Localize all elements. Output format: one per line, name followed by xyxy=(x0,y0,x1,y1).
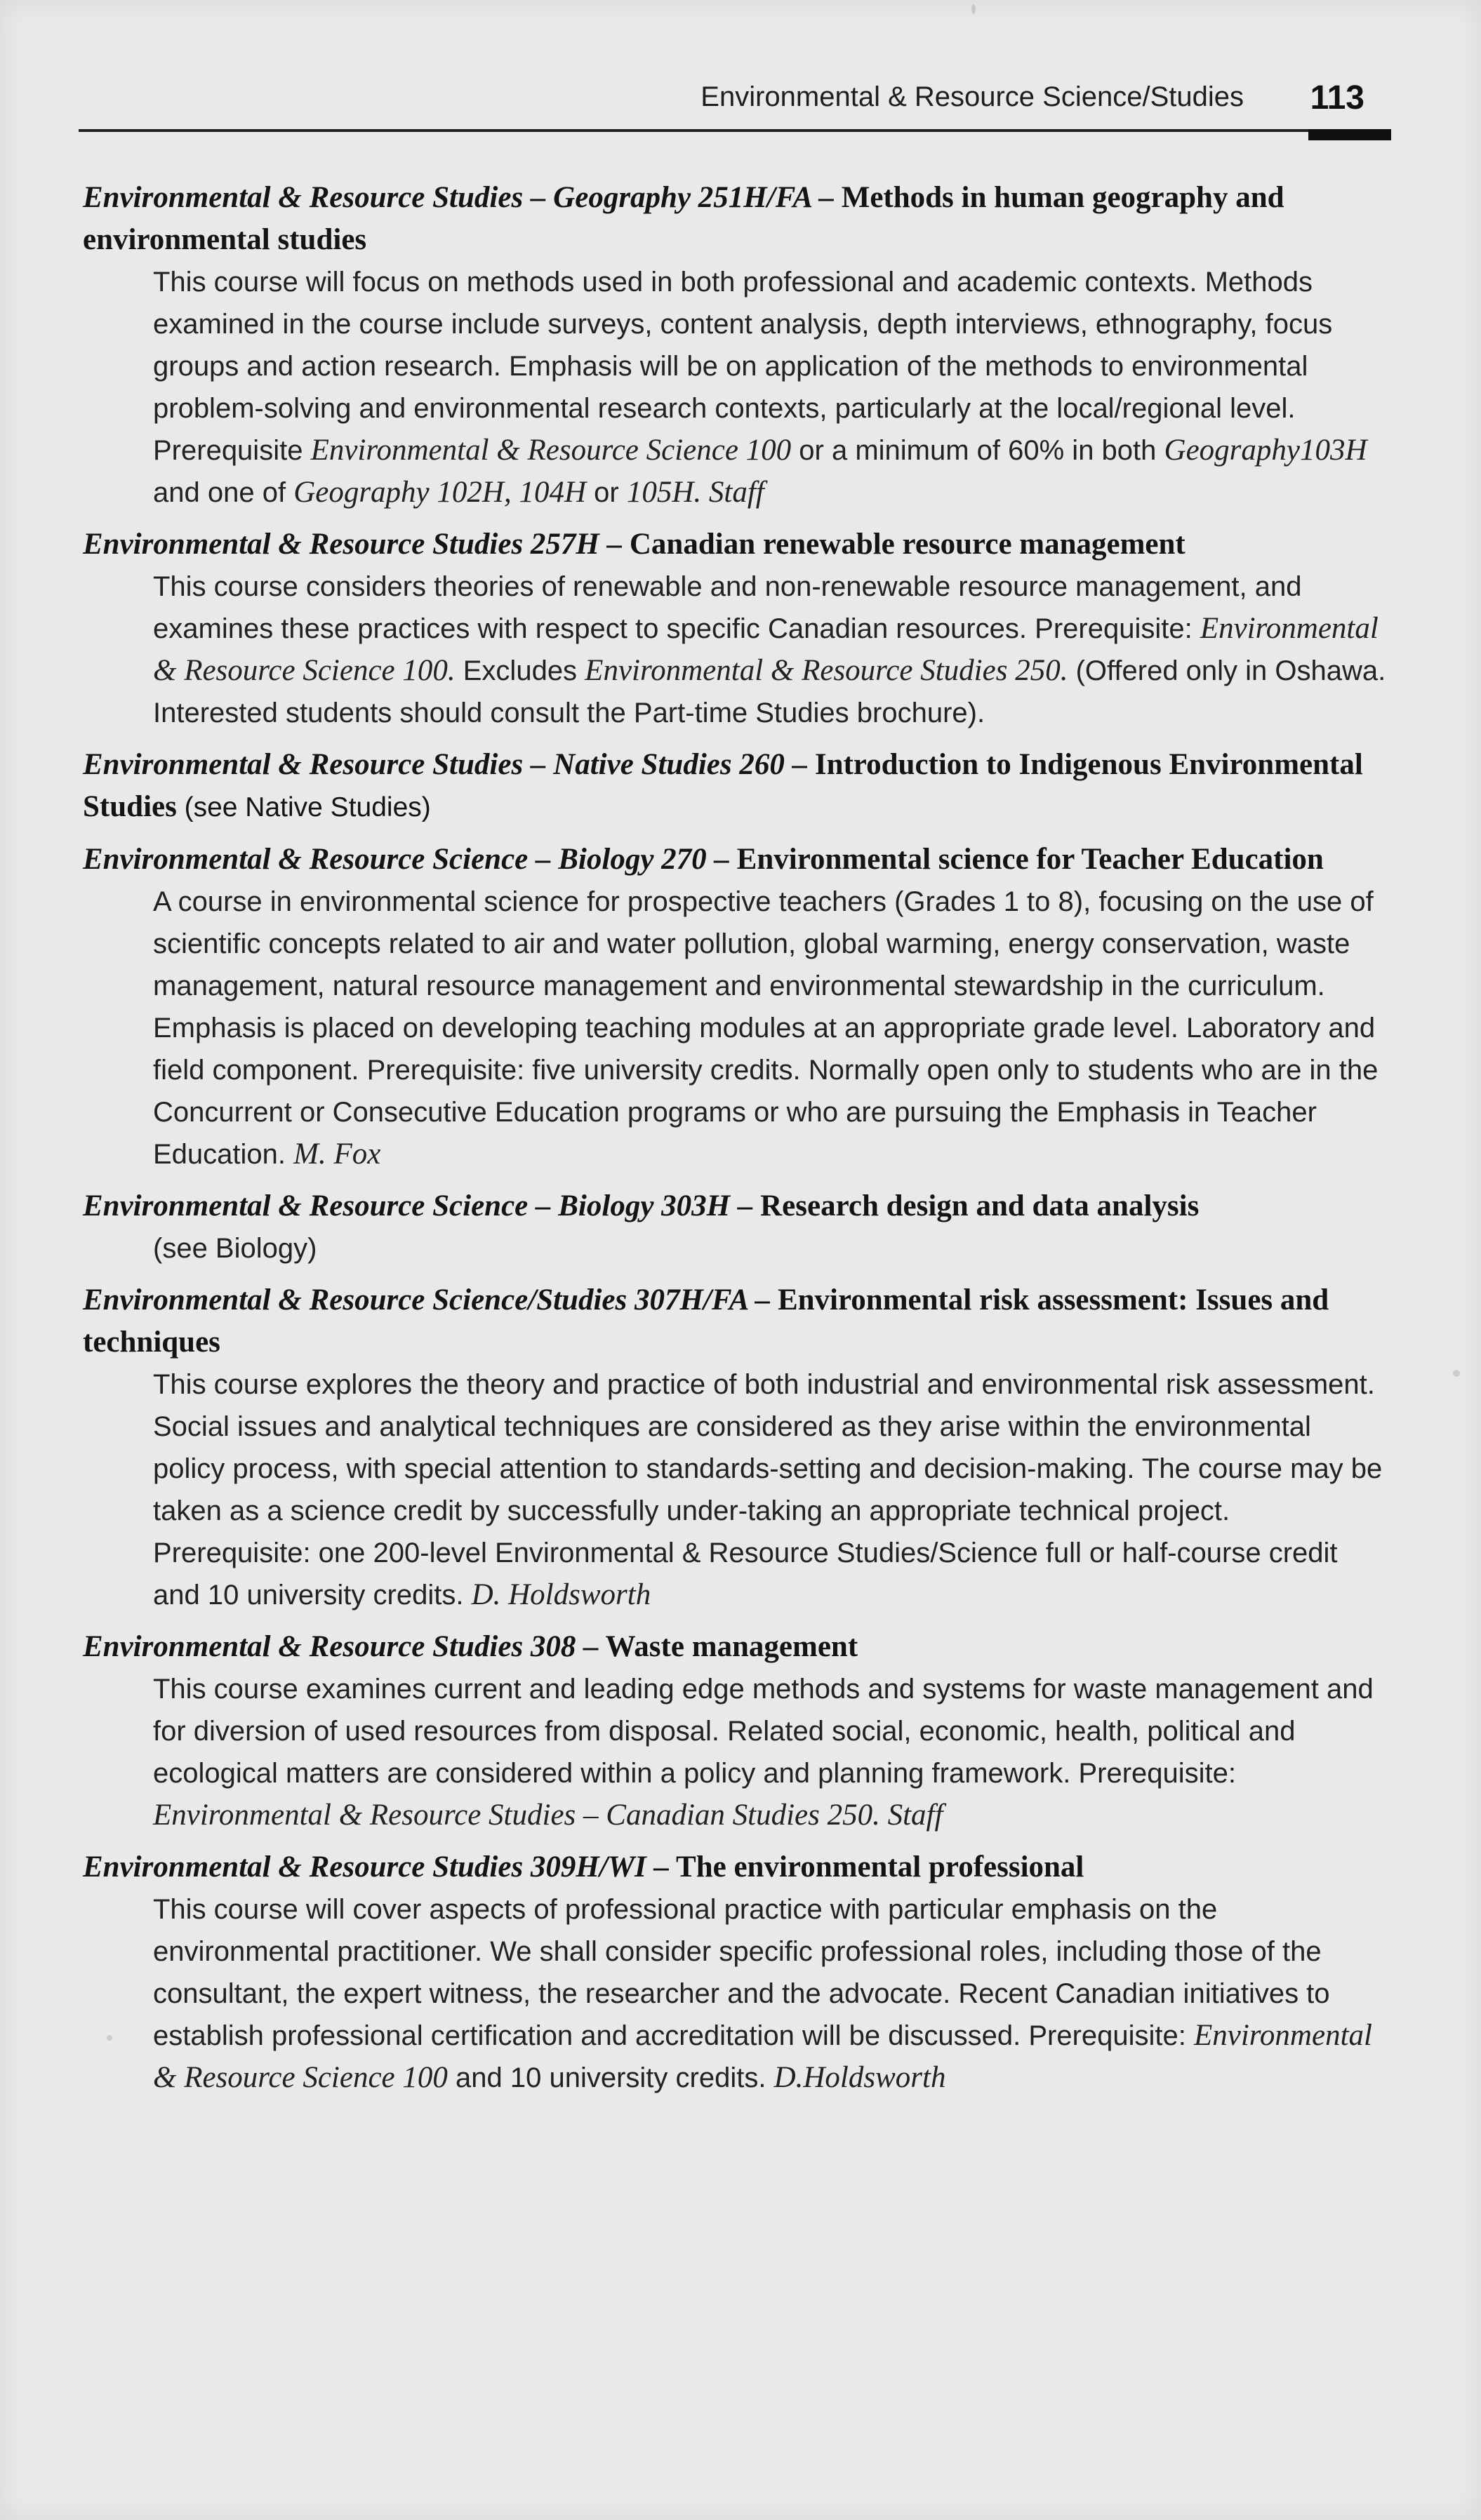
description-text: (see Biology) xyxy=(153,1233,317,1264)
course-title: Canadian renewable resource management xyxy=(629,528,1186,561)
course-entry xyxy=(83,1626,1388,1836)
course-description xyxy=(153,1227,1388,1269)
italic-reference: M. Fox xyxy=(293,1138,381,1171)
running-header xyxy=(79,65,1391,135)
course-heading xyxy=(83,524,1388,566)
course-description xyxy=(153,566,1388,734)
page-number: 113 xyxy=(1310,79,1364,116)
italic-reference: D. Holdsworth xyxy=(471,1578,651,1611)
course-title: Waste management xyxy=(605,1630,858,1663)
description-text: or xyxy=(586,477,627,508)
description-text: This course explores the theory and practice of both industrial and environmental risk assessment. Social issues and analytical techniques are considered as they arise within the environmental policy process, with special attention to standards-setting and decision-making. The course may be taken as a science credit by successfully under-taking an appropriate technical project. Prerequisite: one 200-level Environmental & Resource Studies/Science full or half-course credit and 10 university credits. xyxy=(153,1369,1383,1611)
course-entry xyxy=(83,1279,1388,1616)
description-text: This course considers theories of renewable and non-renewable resource management, and examines these practices with respect to specific Canadian resources. Prerequisite: xyxy=(153,571,1302,644)
scan-speck xyxy=(1453,1370,1460,1377)
course-description xyxy=(153,1888,1388,2099)
header-rule xyxy=(79,129,1391,132)
cross-reference: (see Native Studies) xyxy=(184,792,431,822)
course-entry xyxy=(83,1846,1388,2099)
course-entry xyxy=(83,744,1388,829)
scan-speck xyxy=(971,4,976,14)
course-description xyxy=(153,1668,1388,1836)
course-code: Environmental & Resource Studies 257H – xyxy=(83,528,623,561)
course-code: Environmental & Resource Studies – Geography 251H/FA – xyxy=(83,181,834,214)
description-text: or a minimum of 60% in both xyxy=(791,435,1164,466)
italic-reference: Environmental & Resource Science 100 xyxy=(310,434,792,467)
course-title: Methods in human geography and environmental studies xyxy=(83,181,1284,256)
running-header-title: Environmental & Resource Science/Studies xyxy=(700,81,1244,112)
course-code: Environmental & Resource Science/Studies 307H/FA – xyxy=(83,1284,771,1316)
course-heading xyxy=(83,1279,1388,1364)
course-code: Environmental & Resource Science – Biology 270 – xyxy=(83,843,729,876)
italic-reference: D.Holdsworth xyxy=(773,2061,946,2094)
description-text: (Offered only in Oshawa. Interested students should consult the Part-time Studies brochure). xyxy=(153,655,1386,728)
course-code: Environmental & Resource Studies – Native Studies 260 – xyxy=(83,748,808,781)
course-heading xyxy=(83,1846,1388,1888)
course-heading xyxy=(83,839,1388,881)
course-list xyxy=(83,177,1388,2109)
course-description xyxy=(153,881,1388,1175)
italic-reference: Environmental & Resource Science 100. xyxy=(153,612,1379,687)
course-title: Environmental science for Teacher Education xyxy=(736,843,1324,876)
course-entry xyxy=(83,177,1388,514)
course-heading xyxy=(83,1626,1388,1668)
course-entry xyxy=(83,524,1388,734)
course-title: Introduction to Indigenous Environmental Studies xyxy=(83,748,1363,823)
description-text: This course examines current and leading edge methods and systems for waste management and for diversion of used resources from disposal. Related social, economic, health, political and ecological matters are considered within a policy and planning framework. Prerequisite: xyxy=(153,1674,1374,1789)
course-description xyxy=(153,261,1388,514)
description-text: and 10 university credits. xyxy=(447,2062,774,2093)
italic-reference: 105H. Staff xyxy=(626,476,764,509)
course-title: The environmental professional xyxy=(676,1851,1084,1884)
italic-reference: Environmental & Resource Studies 250. xyxy=(585,654,1068,687)
italic-reference: Geography 102H, 104H xyxy=(293,476,587,509)
course-entry xyxy=(83,1185,1388,1269)
course-code: Environmental & Resource Studies 308 – xyxy=(83,1630,599,1663)
description-text: A course in environmental science for prospective teachers (Grades 1 to 8), focusing on the use of scientific concepts related to air and water pollution, global warming, energy conservation, waste management, natural resource management and environmental stewardship in the curriculum. Emphasis is placed on developing teaching modules at an appropriate grade level. Laboratory and field component. Prerequisite: five university credits. Normally open only to students who are in the Concurrent or Consecutive Education programs or who are pursuing the Emphasis in Teacher Education. xyxy=(153,886,1379,1170)
description-text: and one of xyxy=(153,477,294,508)
course-description xyxy=(153,1364,1388,1616)
course-heading xyxy=(83,1185,1388,1227)
description-text: Excludes xyxy=(455,655,585,686)
course-code: Environmental & Resource Studies 309H/WI – xyxy=(83,1851,670,1884)
scan-speck xyxy=(107,2035,112,2041)
italic-reference: Geography103H xyxy=(1164,434,1367,467)
description-text: This course will focus on methods used in both professional and academic contexts. Methods examined in the course include surveys, content analysis, depth interviews, ethnography, focus groups and action research. Emphasis will be on application of the methods to environmental problem-solving and environmental research contexts, particularly at the local/regional level. Prerequisite xyxy=(153,267,1333,466)
course-title: Environmental risk assessment: Issues and techniques xyxy=(83,1284,1329,1359)
course-title: Research design and data analysis xyxy=(760,1189,1200,1222)
course-entry xyxy=(83,839,1388,1175)
description-text: This course will cover aspects of professional practice with particular emphasis on the environmental practitioner. We shall consider specific professional roles, including those of the consultant, the expert witness, the researcher and the advocate. Recent Canadian initiatives to establish professional certification and accreditation will be discussed. Prerequisite: xyxy=(153,1894,1330,2051)
italic-reference: Environmental & Resource Science 100 xyxy=(153,2019,1372,2094)
course-heading xyxy=(83,177,1388,261)
course-code: Environmental & Resource Science – Biology 303H – xyxy=(83,1189,753,1222)
header-thumb-tab xyxy=(1308,129,1391,140)
italic-reference: Environmental & Resource Studies – Canadian Studies 250. Staff xyxy=(153,1799,943,1832)
course-heading xyxy=(83,744,1388,829)
